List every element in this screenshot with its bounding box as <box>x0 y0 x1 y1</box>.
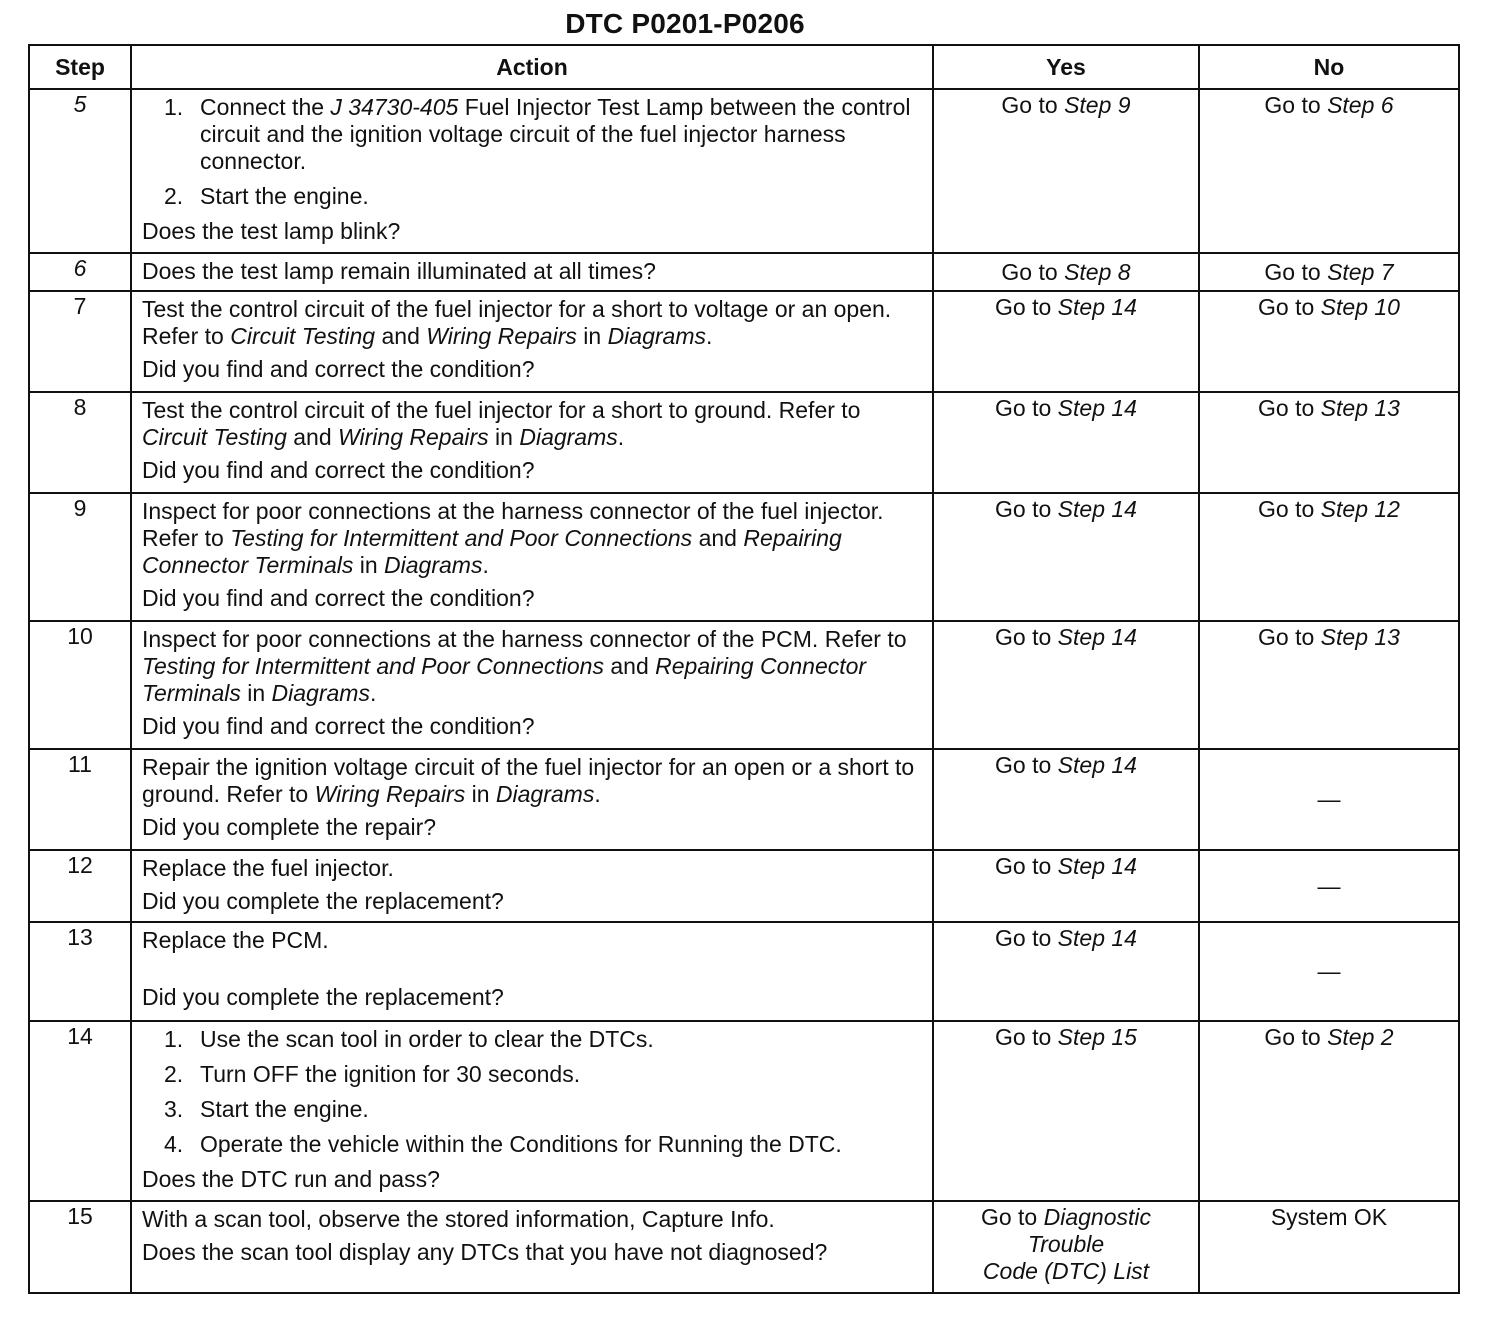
page-title: DTC P0201-P0206 <box>565 8 805 39</box>
yes-cell: Go to Step 8 <box>933 253 1199 291</box>
action-cell <box>131 291 933 392</box>
instruction-text: Inspect for poor connections at the harness connector of the fuel injector. Refer to Testing for Intermittent and Poor Connections and Repairing Connector Terminals in Diagrams. <box>142 498 884 578</box>
no-cell: Go to Step 6 <box>1199 89 1459 253</box>
action-cell <box>131 1201 933 1293</box>
table-row <box>29 850 1459 922</box>
question-text: Does the test lamp blink? <box>142 218 401 244</box>
action-cell <box>131 621 933 749</box>
step-number: 15 <box>29 1201 131 1293</box>
yes-cell: Go to Step 14 <box>933 291 1199 392</box>
no-cell: Go to Step 7 <box>1199 253 1459 291</box>
table-row <box>29 291 1459 392</box>
yes-cell: Go to Step 15 <box>933 1021 1199 1201</box>
yes-cell: Go to Step 14 <box>933 850 1199 922</box>
instruction-text: Replace the fuel injector. <box>142 855 394 881</box>
header-action: Action <box>131 45 933 89</box>
table-row <box>29 89 1459 253</box>
step-number: 9 <box>29 493 131 621</box>
step-number: 8 <box>29 392 131 493</box>
yes-cell: Go to Step 9 <box>933 89 1199 253</box>
question-text: Did you find and correct the condition? <box>142 713 535 739</box>
question-text: Did you find and correct the condition? <box>142 457 535 483</box>
action-cell <box>131 493 933 621</box>
yes-cell: Go to Step 14 <box>933 749 1199 850</box>
table-row <box>29 392 1459 493</box>
action-cell <box>131 1021 933 1201</box>
step-number: 13 <box>29 922 131 1021</box>
no-cell: — <box>1199 922 1459 1021</box>
step-number: 5 <box>29 89 131 253</box>
instruction-text: Test the control circuit of the fuel injector for a short to voltage or an open. Refer to Circuit Testing and Wiring Repairs in Diagrams. <box>142 296 892 349</box>
question-text: Did you complete the repair? <box>142 814 437 840</box>
header-no: No <box>1199 45 1459 89</box>
action-cell <box>131 392 933 493</box>
step-number: 12 <box>29 850 131 922</box>
table-row <box>29 1201 1459 1293</box>
table-row <box>29 749 1459 850</box>
no-cell: Go to Step 12 <box>1199 493 1459 621</box>
instruction-text: Replace the PCM. <box>142 927 329 953</box>
instruction-text: Inspect for poor connections at the harness connector of the PCM. Refer to Testing for Intermittent and Poor Connections and Repairing Connector Terminals in Diagrams. <box>142 626 907 706</box>
table-row <box>29 922 1459 1021</box>
action-cell <box>131 253 933 291</box>
list-item: 1. Use the scan tool in order to clear the DTCs. <box>164 1026 654 1052</box>
list-item: 2. Start the engine. <box>164 183 369 209</box>
header-yes: Yes <box>933 45 1199 89</box>
yes-cell: Go to Step 14 <box>933 392 1199 493</box>
no-cell: Go to Step 13 <box>1199 392 1459 493</box>
no-cell: Go to Step 13 <box>1199 621 1459 749</box>
question-text: Does the scan tool display any DTCs that you have not diagnosed? <box>142 1239 828 1265</box>
question-text: Did you complete the replacement? <box>142 888 504 914</box>
question-text: Did you complete the replacement? <box>142 984 504 1010</box>
action-cell <box>131 850 933 922</box>
yes-cell: Go to Step 14 <box>933 621 1199 749</box>
step-number: 14 <box>29 1021 131 1201</box>
list-item: 2. Turn OFF the ignition for 30 seconds. <box>164 1061 581 1087</box>
instruction-text: With a scan tool, observe the stored information, Capture Info. <box>142 1206 775 1232</box>
yes-cell: Go to Step 14 <box>933 922 1199 1021</box>
step-number: 11 <box>29 749 131 850</box>
action-cell <box>131 922 933 1021</box>
step-number: 10 <box>29 621 131 749</box>
question-text: Did you find and correct the condition? <box>142 356 535 382</box>
table-row <box>29 1021 1459 1201</box>
table-row <box>29 493 1459 621</box>
step-number: 7 <box>29 291 131 392</box>
list-item: 4. Operate the vehicle within the Conditions for Running the DTC. <box>164 1131 842 1157</box>
table-row <box>29 621 1459 749</box>
instruction-text: Repair the ignition voltage circuit of the fuel injector for an open or a short to ground. Refer to Wiring Repairs in Diagrams. <box>142 754 915 807</box>
no-cell: Go to Step 10 <box>1199 291 1459 392</box>
yes-cell: Go to Step 14 <box>933 493 1199 621</box>
table-row <box>29 253 1459 291</box>
question-text: Does the test lamp remain illuminated at all times? <box>142 258 656 284</box>
yes-cell: Go to Diagnostic Trouble Code (DTC) List <box>933 1201 1199 1293</box>
step-number: 6 <box>29 253 131 291</box>
list-item: 3. Start the engine. <box>164 1096 369 1122</box>
diagnostic-table <box>28 44 1460 1294</box>
list-item: 1. Connect the J 34730-405 Fuel Injector Test Lamp between the control circuit and the ignition voltage circuit of the fuel injector harness connector. <box>164 94 911 174</box>
header-step: Step <box>29 45 131 89</box>
action-cell <box>131 89 933 253</box>
no-cell: — <box>1199 749 1459 850</box>
no-cell: — <box>1199 850 1459 922</box>
instruction-text: Test the control circuit of the fuel injector for a short to ground. Refer to Circuit Testing and Wiring Repairs in Diagrams. <box>142 397 861 450</box>
action-cell <box>131 749 933 850</box>
no-cell: Go to Step 2 <box>1199 1021 1459 1201</box>
no-cell: System OK <box>1199 1201 1459 1293</box>
question-text: Did you find and correct the condition? <box>142 585 535 611</box>
question-text: Does the DTC run and pass? <box>142 1166 440 1192</box>
header-row <box>29 45 1459 89</box>
